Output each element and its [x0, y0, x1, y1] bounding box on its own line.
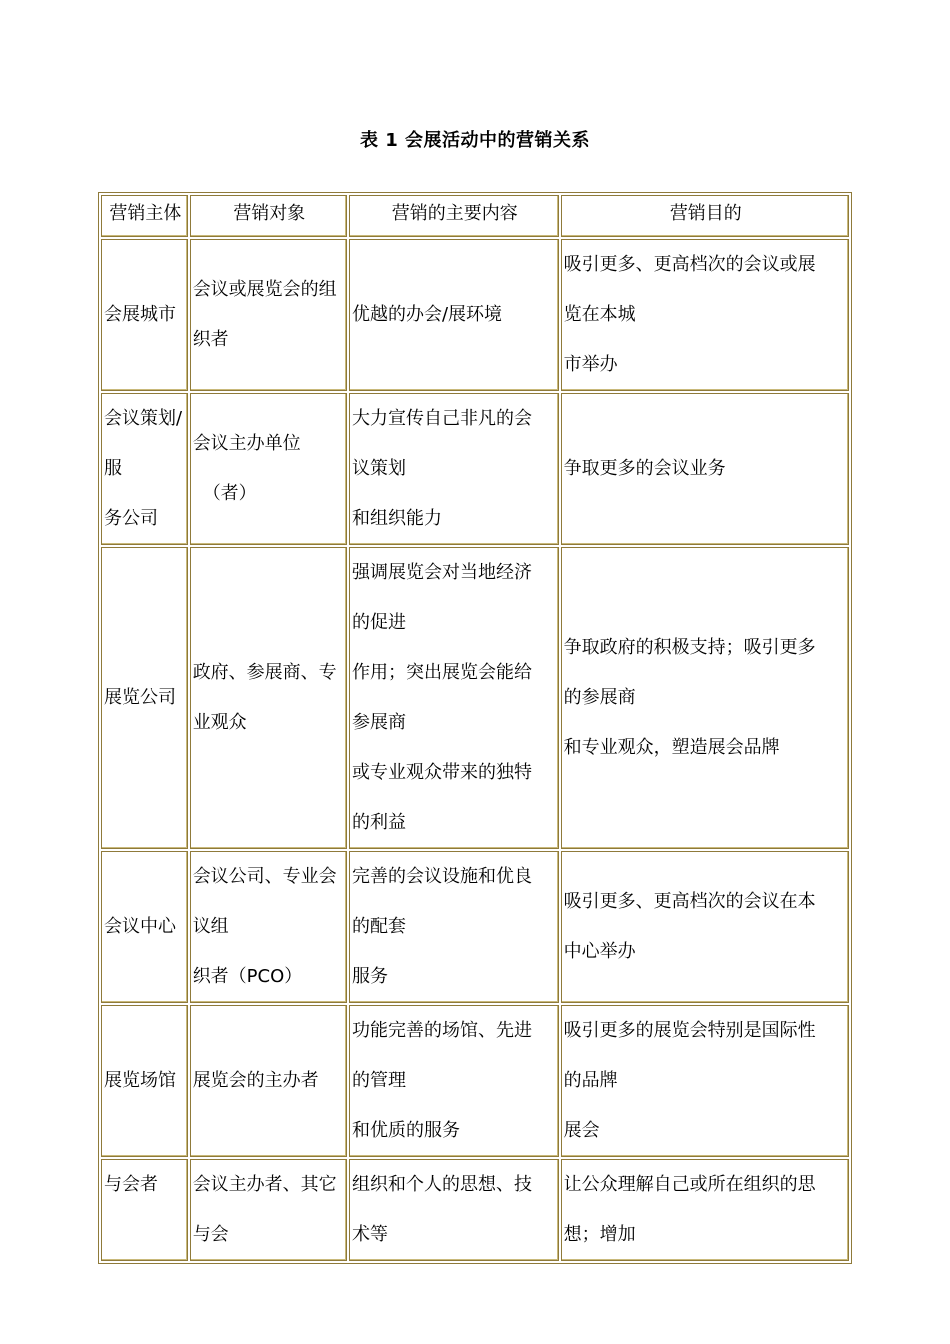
cell-line: 会议主办者、其它 — [192, 1174, 337, 1195]
cell-line: 和优质的服务 — [351, 1120, 460, 1141]
marketing-relations-table — [98, 192, 852, 1264]
cell-line: 的配套 — [351, 916, 406, 937]
cell-line: 议组 — [192, 916, 229, 937]
header-target: 营销对象 — [190, 195, 347, 237]
cell-line: 完善的会议设施和优良 — [351, 866, 532, 887]
cell-line: 服 — [104, 458, 122, 479]
cell-line: 想；增加 — [563, 1224, 636, 1245]
cell-content — [349, 1005, 559, 1157]
cell-subject — [101, 1005, 188, 1157]
table-row — [101, 393, 849, 545]
cell-line: 中心举办 — [563, 941, 636, 962]
cell-line: 务公司 — [104, 508, 158, 529]
cell-target — [190, 239, 347, 391]
cell-line: 优越的办会/展环境 — [351, 304, 503, 325]
cell-line: 参展商 — [351, 712, 406, 733]
cell-line: 业观众 — [192, 712, 247, 733]
table-row — [101, 547, 849, 849]
cell-line: 与会 — [192, 1224, 229, 1245]
cell-content — [349, 547, 559, 849]
header-subject: 营销主体 — [101, 195, 188, 237]
cell-line: 作用；突出展览会能给 — [351, 662, 532, 683]
cell-subject — [101, 393, 188, 545]
cell-line: 术等 — [351, 1224, 388, 1245]
cell-line: 吸引更多的展览会特别是国际性 — [563, 1020, 816, 1041]
cell-line: 争取更多的会议业务 — [563, 458, 726, 479]
cell-line: 市举办 — [563, 354, 618, 375]
cell-target — [190, 547, 347, 849]
cell-line: 或专业观众带来的独特 — [351, 762, 532, 783]
table-title: 表 1 会展活动中的营销关系 — [359, 130, 591, 151]
cell-line: 强调展览会对当地经济 — [351, 562, 532, 583]
cell-line: 织者 — [192, 329, 229, 350]
cell-line: 会展城市 — [104, 304, 176, 325]
cell-line: 争取政府的积极支持；吸引更多 — [563, 637, 816, 658]
cell-content — [349, 1159, 559, 1261]
cell-line: 吸引更多、更高档次的会议或展 — [563, 254, 816, 275]
cell-line: 的管理 — [351, 1070, 406, 1091]
cell-target — [190, 393, 347, 545]
cell-line: 会议中心 — [104, 916, 176, 937]
cell-content — [349, 851, 559, 1003]
cell-line: 览在本城 — [563, 304, 636, 325]
cell-line: 的参展商 — [563, 687, 636, 708]
cell-line: 的促进 — [351, 612, 406, 633]
cell-line: 展会 — [563, 1120, 600, 1141]
cell-content — [349, 393, 559, 545]
cell-line: 服务 — [351, 966, 388, 987]
cell-content — [349, 239, 559, 391]
cell-purpose — [561, 1005, 849, 1157]
cell-subject — [101, 1159, 188, 1261]
cell-line: 吸引更多、更高档次的会议在本 — [563, 891, 816, 912]
cell-target — [190, 1005, 347, 1157]
cell-line: 与会者 — [104, 1174, 158, 1195]
cell-line: 组织和个人的思想、技 — [351, 1174, 532, 1195]
cell-subject — [101, 851, 188, 1003]
header-purpose: 营销目的 — [561, 195, 849, 237]
table-row — [101, 1159, 849, 1261]
cell-purpose — [561, 851, 849, 1003]
table-row — [101, 239, 849, 391]
table-row — [101, 1005, 849, 1157]
header-content: 营销的主要内容 — [349, 195, 559, 237]
cell-line: 和专业观众，塑造展会品牌 — [563, 737, 780, 758]
cell-target — [190, 1159, 347, 1261]
cell-line: 会议公司、专业会 — [192, 866, 337, 887]
cell-line: 议策划 — [351, 458, 406, 479]
cell-line: 的品牌 — [563, 1070, 618, 1091]
cell-purpose — [561, 393, 849, 545]
table-row — [101, 851, 849, 1003]
cell-subject — [101, 239, 188, 391]
cell-line: 展览场馆 — [104, 1070, 176, 1091]
cell-line: 展览公司 — [104, 687, 176, 708]
cell-line: 政府、参展商、专 — [192, 662, 337, 683]
cell-line: 大力宣传自己非凡的会 — [351, 408, 532, 429]
cell-line: 会议主办单位 — [192, 433, 301, 454]
cell-line: 织者（PCO） — [192, 966, 303, 987]
cell-line: 让公众理解自己或所在组织的思 — [563, 1174, 816, 1195]
cell-line: 展览会的主办者 — [192, 1070, 319, 1091]
cell-line: （者） — [202, 483, 257, 504]
cell-target — [190, 851, 347, 1003]
cell-purpose — [561, 1159, 849, 1261]
cell-line: 会议或展览会的组 — [192, 279, 337, 300]
cell-line: 和组织能力 — [351, 508, 442, 529]
cell-line: 的利益 — [351, 812, 406, 833]
cell-line: 功能完善的场馆、先进 — [351, 1020, 532, 1041]
cell-line: 会议策划/ — [104, 408, 183, 429]
cell-subject — [101, 547, 188, 849]
cell-purpose — [561, 239, 849, 391]
cell-purpose — [561, 547, 849, 849]
table-header-row — [101, 195, 849, 237]
